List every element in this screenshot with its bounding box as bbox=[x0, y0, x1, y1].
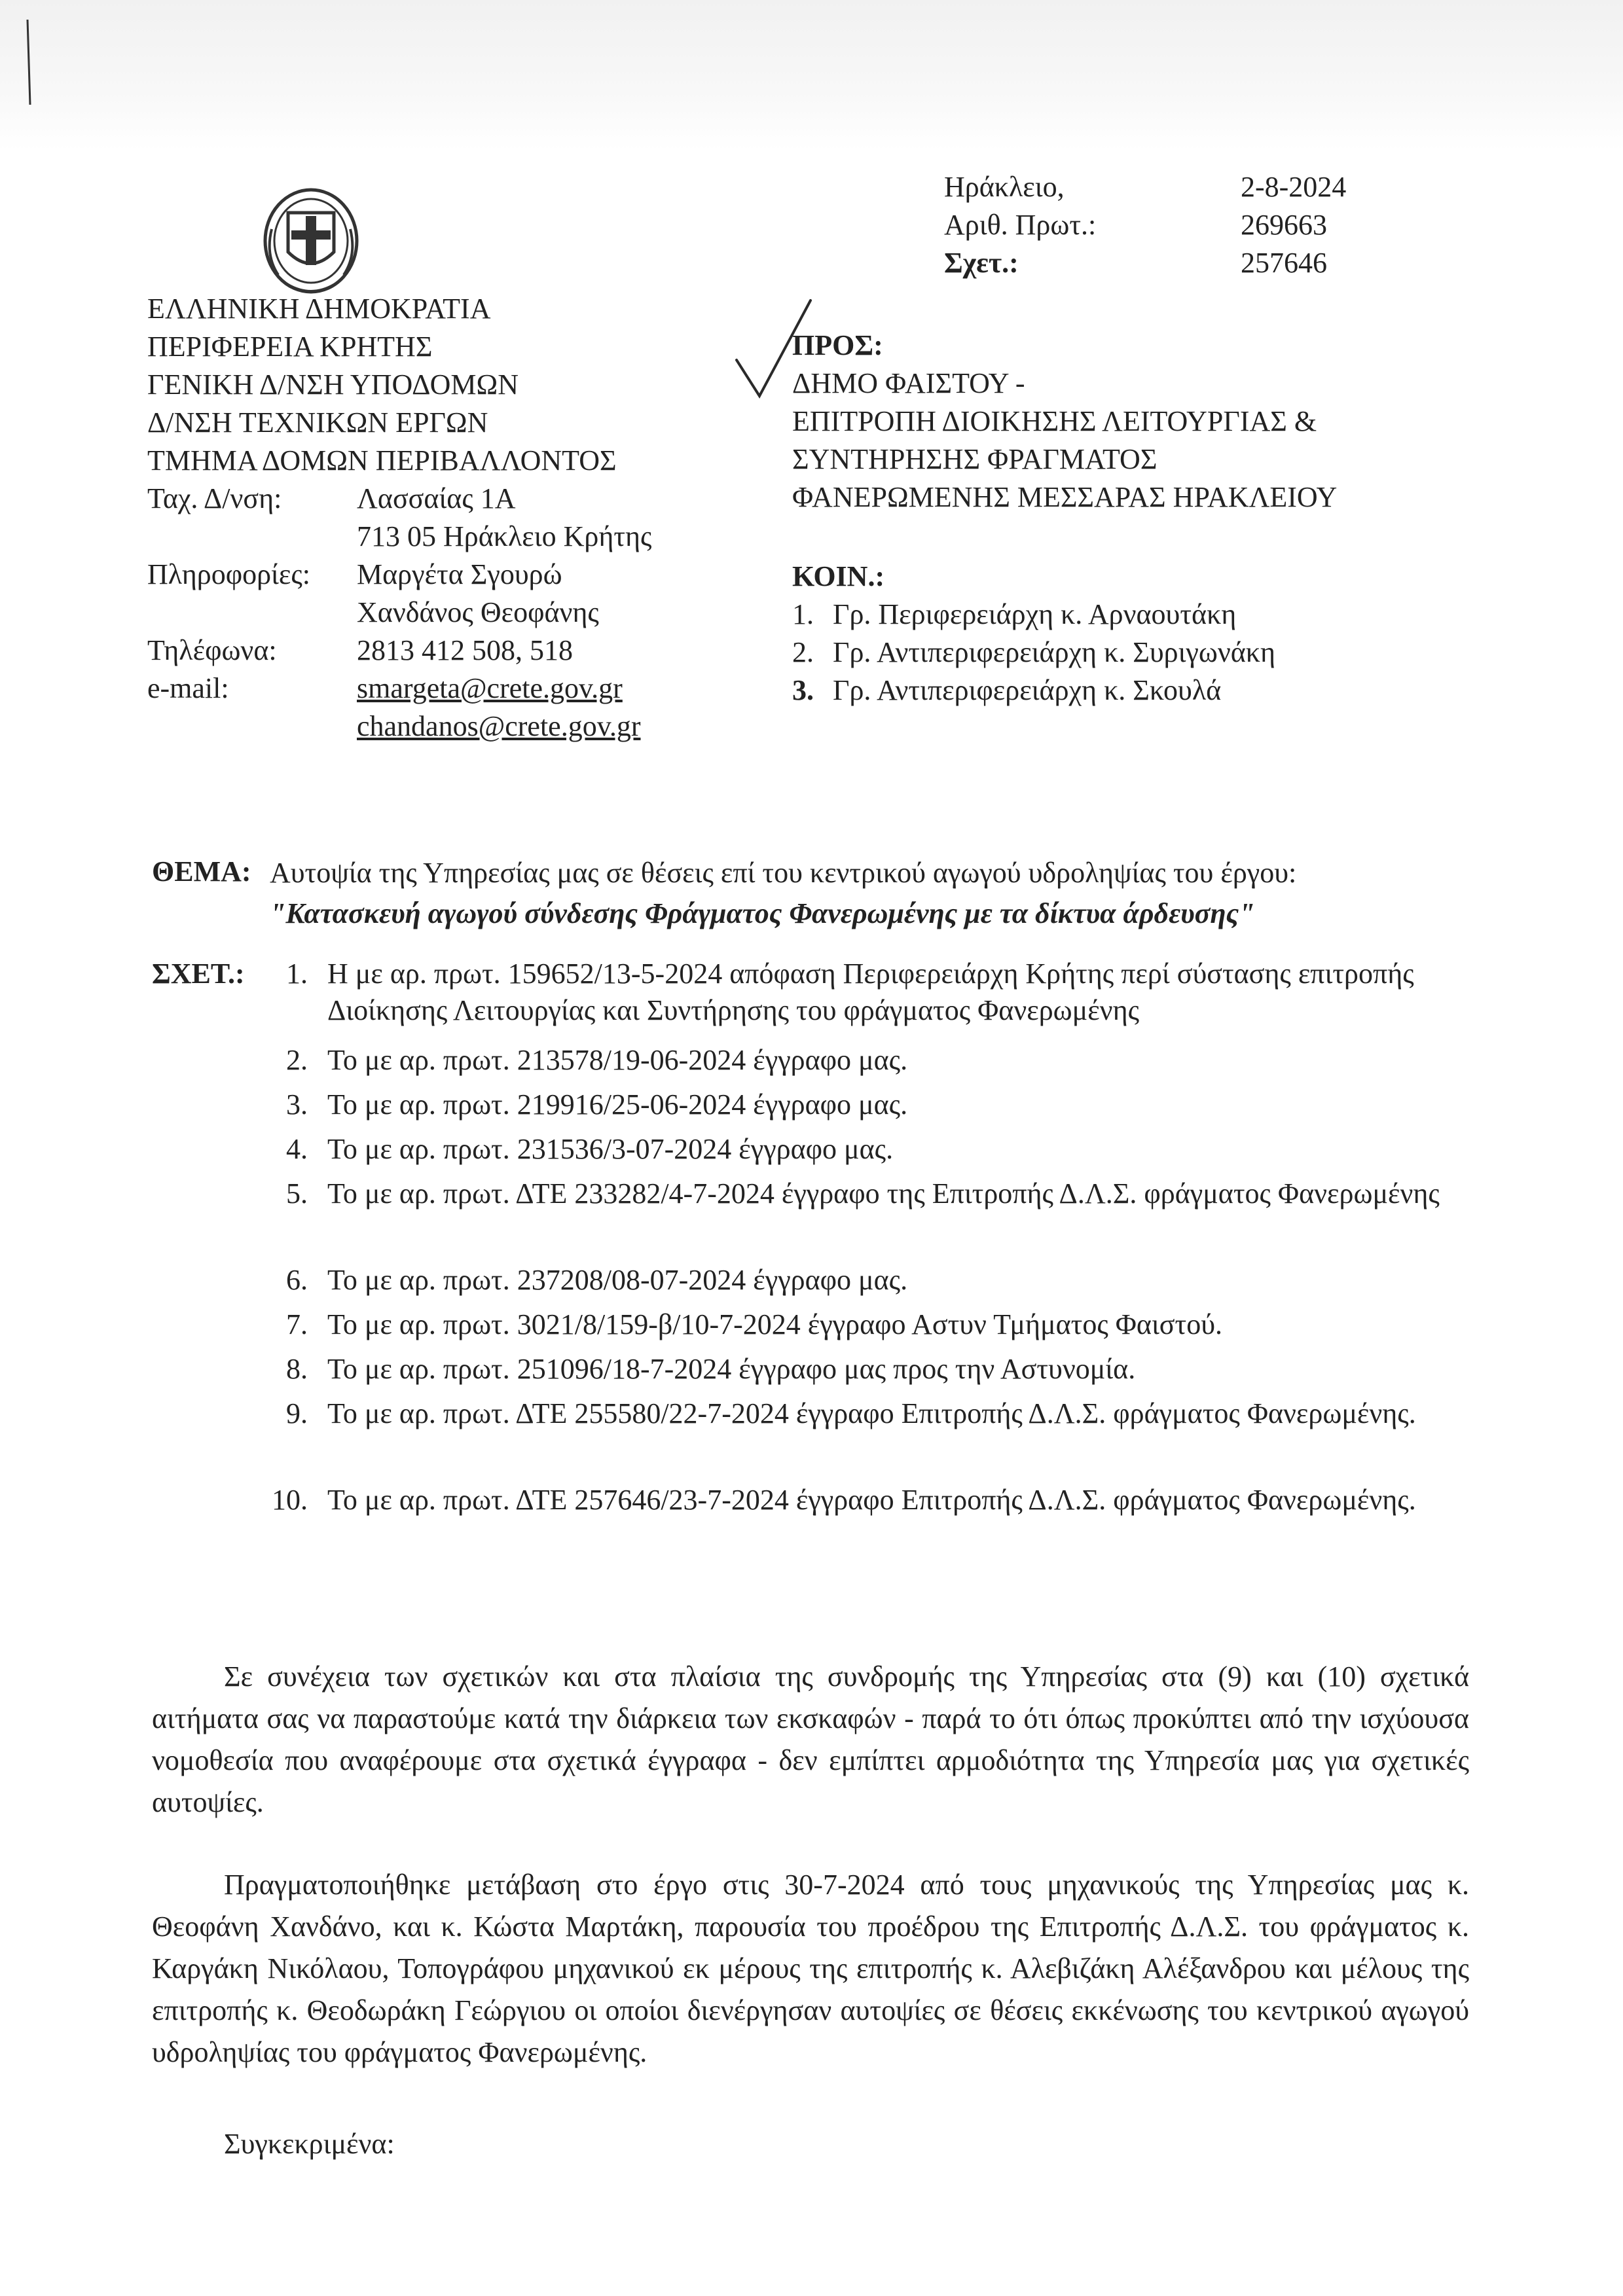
subject-line2: "Κατασκευή αγωγού σύνδεσης Φράγματος Φανερωμένης με τα δίκτυα άρδευσης" bbox=[270, 897, 1255, 929]
email-link[interactable]: smargeta@crete.gov.gr bbox=[357, 672, 623, 704]
reference-number: 2. bbox=[286, 1044, 308, 1076]
closing-line: Συγκεκριμένα: bbox=[224, 2128, 395, 2160]
reference-item: Η με αρ. πρωτ. 159652/13-5-2024 απόφαση Περιφερειάρχη Κρήτης περί σύστασης επιτροπής Διοίκησης Λειτουργίας και Συντήρησης του φράγματος Φανερωμένης bbox=[327, 958, 1414, 1026]
cc-item: Γρ. Αντιπεριφερειάρχη κ. Σκουλά bbox=[833, 674, 1222, 706]
sender-line: ΕΛΛΗΝΙΚΗ ΔΗΜΟΚΡΑΤΙΑ bbox=[147, 293, 491, 325]
cc-label: ΚΟΙΝ.: bbox=[792, 560, 885, 592]
cc-number: 2. bbox=[792, 636, 814, 668]
pen-mark bbox=[26, 20, 31, 105]
reference-number: 7. bbox=[286, 1308, 308, 1340]
recipient-line: ΦΑΝΕΡΩΜΕΝΗΣ ΜΕΣΣΑΡΑΣ ΗΡΑΚΛΕΙΟΥ bbox=[792, 481, 1338, 513]
reference-number: 1. bbox=[286, 958, 308, 990]
reference-item: Το με αρ. πρωτ. 237208/08-07-2024 έγγραφο μας. bbox=[327, 1264, 908, 1296]
email-link[interactable]: chandanos@crete.gov.gr bbox=[357, 710, 641, 742]
cc-number: 3. bbox=[792, 674, 814, 706]
reference-item: Το με αρ. πρωτ. 3021/8/159-β/10-7-2024 έγγραφο Αστυν Τμήματος Φαιστού. bbox=[327, 1308, 1222, 1340]
related-label: Σχετ.: bbox=[944, 247, 1019, 279]
address-line1: Λασσαίας 1Α bbox=[357, 482, 516, 514]
subject-label: ΘΕΜΑ: bbox=[152, 855, 251, 888]
recipient-line: ΣΥΝΤΗΡΗΣΗΣ ΦΡΑΓΜΑΤΟΣ bbox=[792, 443, 1158, 475]
scan-shading bbox=[0, 0, 1623, 151]
sender-line: Δ/ΝΣΗ ΤΕΧΝΙΚΩΝ ΕΡΓΩΝ bbox=[147, 406, 488, 439]
body-paragraph-text: Σε συνέχεια των σχετικών και στα πλαίσια της συνδρομής της Υπηρεσίας στα (9) και (10) σχετικά αιτήματα σας να παραστούμε κατά την διάρκεια των εκσκαφών - παρά το ότι όπως προκύπτει από την ισχύουσα νομοθεσία που αναφέρουμε στα σχετικά έγγραφα - δεν εμπίπτει αρμοδιότητα της Υπηρεσία μας για σχετικές αυτοψίες. bbox=[152, 1660, 1469, 1818]
email-label: e-mail: bbox=[147, 672, 229, 704]
document-date: 2-8-2024 bbox=[1241, 171, 1347, 203]
references-label: ΣΧΕΤ.: bbox=[152, 958, 245, 990]
sender-line: ΓΕΝΙΚΗ Δ/ΝΣΗ ΥΠΟΔΟΜΩΝ bbox=[147, 368, 519, 401]
reference-item: Το με αρ. πρωτ. 219916/25-06-2024 έγγραφο μας. bbox=[327, 1088, 908, 1121]
info-name2: Χανδάνος Θεοφάνης bbox=[357, 596, 599, 628]
related-number: 257646 bbox=[1241, 247, 1327, 279]
greek-coat-of-arms-icon bbox=[252, 177, 370, 301]
reference-number: 4. bbox=[286, 1133, 308, 1165]
phone-numbers: 2813 412 508, 518 bbox=[357, 634, 573, 666]
body-paragraph bbox=[152, 1864, 1469, 2073]
address-label: Ταχ. Δ/νση: bbox=[147, 482, 282, 514]
reference-item: Το με αρ. πρωτ. ΔΤΕ 255580/22-7-2024 έγγραφο Επιτροπής Δ.Λ.Σ. φράγματος Φανερωμένης. bbox=[327, 1397, 1416, 1429]
reference-item: Το με αρ. πρωτ. ΔΤΕ 233282/4-7-2024 έγγραφο της Επιτροπής Δ.Λ.Σ. φράγματος Φανερωμένης bbox=[327, 1177, 1440, 1210]
address-line2: 713 05 Ηράκλειο Κρήτης bbox=[357, 520, 652, 552]
cc-item: Γρ. Αντιπεριφερειάρχη κ. Συριγωνάκη bbox=[833, 636, 1275, 668]
info-name1: Μαργέτα Σγουρώ bbox=[357, 558, 562, 590]
recipient-line: ΔΗΜΟ ΦΑΙΣΤΟΥ - bbox=[792, 367, 1025, 399]
protocol-number: 269663 bbox=[1241, 209, 1327, 241]
reference-number: 10. bbox=[272, 1484, 308, 1516]
reference-item: Το με αρ. πρωτ. ΔΤΕ 257646/23-7-2024 έγγραφο Επιτροπής Δ.Λ.Σ. φράγματος Φανερωμένης. bbox=[327, 1484, 1416, 1516]
info-label: Πληροφορίες: bbox=[147, 558, 311, 590]
subject-line1: Αυτοψία της Υπηρεσίας μας σε θέσεις επί του κεντρικού αγωγού υδροληψίας του έργου: bbox=[270, 857, 1297, 889]
body-paragraph bbox=[152, 1656, 1469, 1823]
to-label: ΠΡΟΣ: bbox=[792, 329, 883, 361]
cc-number: 1. bbox=[792, 598, 814, 630]
body-paragraph-text: Πραγματοποιήθηκε μετάβαση στο έργο στις 30-7-2024 από τους μηχανικούς της Υπηρεσίας μας κ. Θεοφάνη Χανδάνο, και κ. Κώστα Μαρτάκη, παρουσία του προέδρου της Επιτροπής Δ.Λ.Σ. του φράγματος κ. Καργάκη Νικόλαου, Τοπογράφου μηχανικού εκ μέρους της επιτροπής κ. Αλεβιζάκη Αλέξανδρου και μέλους της επιτροπής κ. Θεοδωράκη Γεώργιου οι οποίοι διενέργησαν αυτοψίες σε θέσεις εκκένωσης του κεντρικού αγωγού υδροληψίας του φράγματος Φανερωμένης. bbox=[152, 1869, 1469, 2068]
reference-item: Το με αρ. πρωτ. 231536/3-07-2024 έγγραφο μας. bbox=[327, 1133, 894, 1165]
phone-label: Τηλέφωνα: bbox=[147, 634, 277, 666]
cc-item: Γρ. Περιφερειάρχη κ. Αρναουτάκη bbox=[833, 598, 1237, 630]
reference-item: Το με αρ. πρωτ. 251096/18-7-2024 έγγραφο μας προς την Αστυνομία. bbox=[327, 1353, 1136, 1385]
reference-number: 6. bbox=[286, 1264, 308, 1296]
reference-number: 5. bbox=[286, 1177, 308, 1210]
reference-item: Το με αρ. πρωτ. 213578/19-06-2024 έγγραφο μας. bbox=[327, 1044, 908, 1076]
reference-number: 3. bbox=[286, 1088, 308, 1121]
recipient-line: ΕΠΙΤΡΟΠΗ ΔΙΟΙΚΗΣΗΣ ΛΕΙΤΟΥΡΓΙΑΣ & bbox=[792, 405, 1317, 437]
reference-number: 9. bbox=[286, 1397, 308, 1429]
sender-line: ΠΕΡΙΦΕΡΕΙΑ ΚΡΗΤΗΣ bbox=[147, 331, 433, 363]
place-label: Ηράκλειο, bbox=[944, 171, 1065, 203]
sender-line: ΤΜΗΜΑ ΔΟΜΩΝ ΠΕΡΙΒΑΛΛΟΝΤΟΣ bbox=[147, 444, 617, 476]
reference-number: 8. bbox=[286, 1353, 308, 1385]
protocol-label: Αριθ. Πρωτ.: bbox=[944, 209, 1097, 241]
